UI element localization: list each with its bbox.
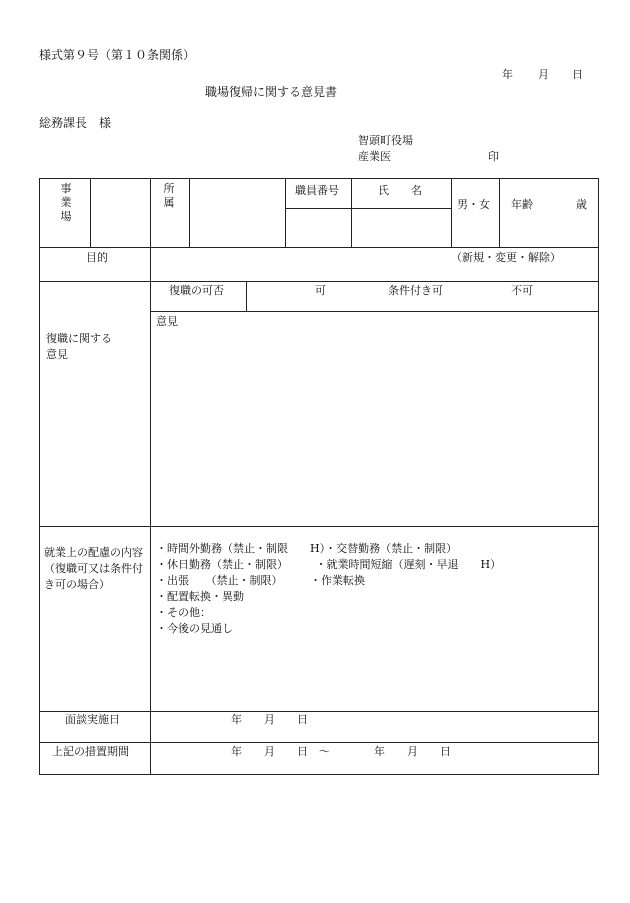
- column-divider: [285, 179, 286, 247]
- document-title: 職場復帰に関する意見書: [205, 85, 338, 99]
- option-conditional: 条件付き可: [388, 284, 443, 297]
- column-divider: [351, 179, 352, 247]
- addressee: 総務課長 様: [39, 116, 112, 130]
- column-divider: [246, 281, 247, 311]
- column-divider: [451, 179, 452, 247]
- row-divider: [40, 742, 598, 743]
- column-divider: [499, 179, 500, 247]
- purpose-label: 目的: [86, 251, 108, 264]
- option-no: 不可: [511, 284, 533, 297]
- date-day: 日: [572, 68, 583, 81]
- row-divider: [40, 247, 598, 248]
- column-divider: [90, 179, 91, 247]
- name-label: 氏 名: [378, 184, 422, 197]
- row-divider: [285, 208, 451, 209]
- period-label: 上記の措置期間: [52, 745, 129, 758]
- opinion-label: 意見: [156, 315, 178, 328]
- date-year: 年: [502, 68, 513, 81]
- purpose-options: （新規・変更・解除）: [451, 251, 561, 264]
- staff-number-label: 職員番号: [295, 184, 339, 197]
- period-value: 年 月 日 ～ 年 月 日: [231, 745, 451, 758]
- consideration-list: [156, 541, 501, 637]
- option-yes: 可: [315, 284, 326, 297]
- row-divider: [40, 711, 598, 712]
- return-possible-label: 復職の可否: [169, 284, 224, 297]
- list-item: ・出張 （禁止・制限） ・作業転換: [156, 574, 365, 587]
- form-number: 様式第９号（第１０条関係）: [39, 48, 196, 62]
- list-item: ・時間外勤務（禁止・制限 H）・交替勤務（禁止・制限）: [156, 542, 458, 555]
- opinion-form-table: [39, 178, 599, 775]
- list-item: ・配置転換・異動: [156, 590, 244, 603]
- doctor-label: 産業医: [358, 150, 391, 163]
- list-item: ・その他：: [156, 606, 211, 619]
- consideration-label: 就業上の配慮の内容（復職可又は条件付き可の場合）: [44, 546, 143, 591]
- row-divider: [40, 526, 598, 527]
- list-item: ・今後の見通し: [156, 622, 233, 635]
- seal-mark: 印: [488, 150, 499, 163]
- interview-date-label: 面談実施日: [65, 713, 120, 726]
- date-month: 月: [538, 68, 549, 81]
- department-label: 所属: [163, 182, 175, 209]
- return-opinion-label: 復職に関する: [46, 332, 112, 345]
- age-label: 年齢: [511, 198, 533, 211]
- column-divider: [150, 179, 151, 775]
- return-opinion-label: 意見: [46, 348, 68, 361]
- list-item: ・休日勤務（禁止・制限） ・就業時間短縮（遅刻・早退 H）: [156, 558, 502, 571]
- gender-label: 男・女: [457, 198, 490, 211]
- office-name: 智頭町役場: [358, 134, 413, 147]
- age-unit: 歳: [576, 198, 587, 211]
- interview-date-value: 年 月 日: [231, 713, 308, 726]
- row-divider: [40, 281, 598, 282]
- workplace-label: 事業場: [60, 182, 72, 223]
- row-divider: [150, 311, 598, 312]
- column-divider: [189, 179, 190, 247]
